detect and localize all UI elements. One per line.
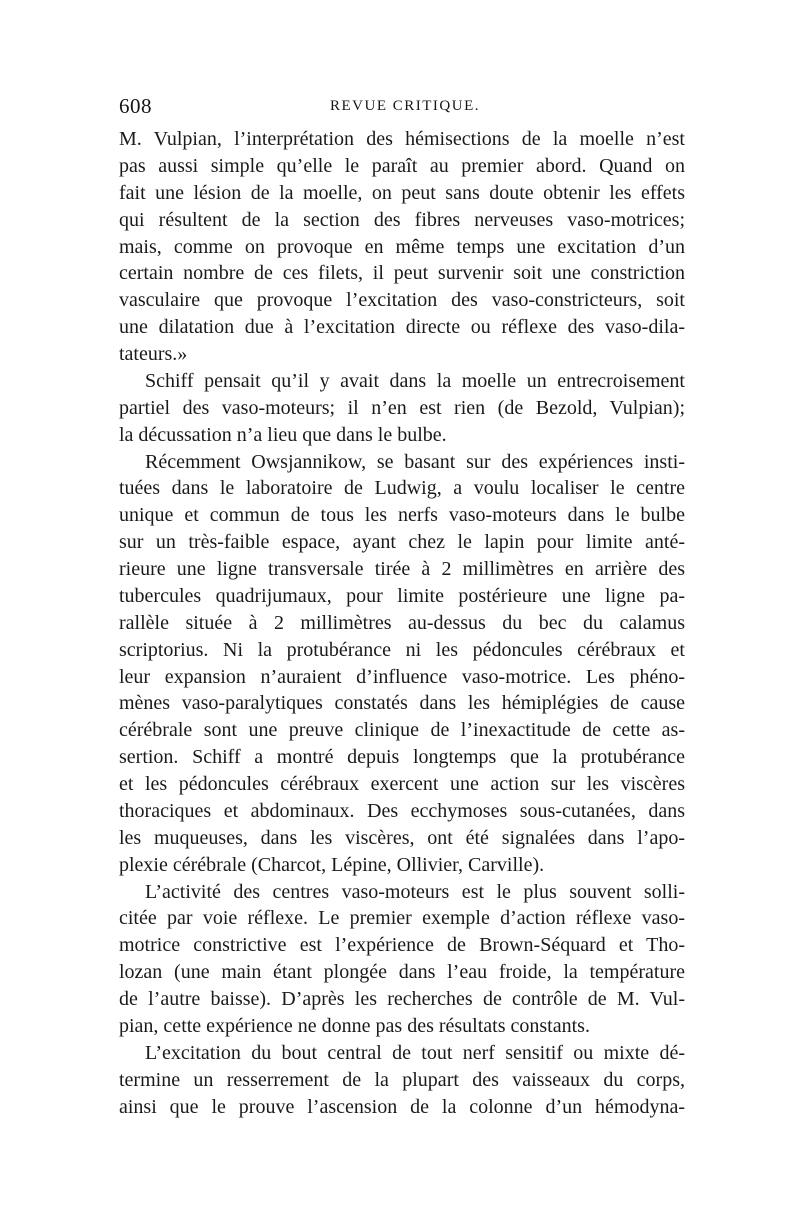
text-line: tuées dans le laboratoire de Ludwig, a voulu localiser le centre bbox=[119, 477, 685, 500]
text-line: unique et commun de tous les nerfs vaso-moteurs dans le bulbe bbox=[119, 504, 685, 527]
text-line: sur un très-faible espace, ayant chez le lapin pour limite anté- bbox=[119, 531, 685, 554]
text-line: rieure une ligne transversale tirée à 2 millimètres en arrière des bbox=[119, 558, 685, 580]
text-line: mais, comme on provoque en même temps une excitation d’un bbox=[119, 235, 685, 258]
text-line: thoraciques et abdominaux. Des ecchymoses sous-cutanées, dans bbox=[119, 799, 685, 822]
text-line: termine un resserrement de la plupart des vaisseaux du corps, bbox=[119, 1068, 685, 1091]
text-line: les muqueuses, dans les viscères, ont été signalées dans l’apo- bbox=[119, 826, 685, 849]
text-line: la décussation n’a lieu que dans le bulbe. bbox=[119, 423, 447, 446]
page-header bbox=[119, 94, 685, 124]
text-line: qui résultent de la section des fibres nerveuses vaso-motrices; bbox=[119, 208, 685, 231]
text-line: vasculaire que provoque l’excitation des vaso-constricteurs, soit bbox=[119, 289, 685, 312]
text-line: et les pédoncules cérébraux exercent une action sur les viscères bbox=[119, 773, 685, 795]
text-line: tubercules quadrijumaux, pour limite postérieure une ligne pa- bbox=[119, 584, 685, 607]
text-line: mènes vaso-paralytiques constatés dans les hémiplégies de cause bbox=[119, 692, 685, 715]
text-line: scriptorius. Ni la protubérance ni les pédoncules cérébraux et bbox=[119, 638, 685, 661]
text-line: tateurs.» bbox=[119, 343, 188, 365]
body-text bbox=[119, 126, 685, 1120]
text-line: citée par voie réflexe. Le premier exemple d’action réflexe vaso- bbox=[119, 907, 685, 930]
page-number: 608 bbox=[119, 94, 152, 118]
text-line: Schiff pensait qu’il y avait dans la moelle un entrecroisement bbox=[145, 369, 685, 392]
text-line: fait une lésion de la moelle, on peut sans doute obtenir les effets bbox=[119, 181, 685, 204]
text-line: lozan (une main étant plongée dans l’eau froide, la température bbox=[119, 961, 685, 984]
text-line: de l’autre baisse). D’après les recherches de contrôle de M. Vul- bbox=[119, 988, 685, 1010]
text-line: Récemment Owsjannikow, se basant sur des expériences insti- bbox=[145, 450, 685, 473]
running-title: REVUE CRITIQUE. bbox=[330, 98, 480, 114]
text-line: M. Vulpian, l’interprétation des hémisections de la moelle n’est bbox=[119, 128, 685, 150]
text-line: sertion. Schiff a montré depuis longtemps que la protubérance bbox=[119, 746, 685, 769]
text-line: rallèle située à 2 millimètres au-dessus du bec du calamus bbox=[119, 611, 685, 634]
text-line: L’activité des centres vaso-moteurs est le plus souvent solli- bbox=[145, 880, 685, 903]
text-line: plexie cérébrale (Charcot, Lépine, Ollivier, Carville). bbox=[119, 853, 545, 876]
text-line: pian, cette expérience ne donne pas des résultats constants. bbox=[119, 1014, 590, 1037]
text-line: certain nombre de ces filets, il peut survenir soit une constriction bbox=[119, 262, 685, 285]
text-line: une dilatation due à l’excitation directe ou réflexe des vaso-dila- bbox=[119, 316, 685, 339]
text-line: pas aussi simple qu’elle le paraît au premier abord. Quand on bbox=[119, 154, 685, 177]
text-line: leur expansion n’auraient d’influence vaso-motrice. Les phéno- bbox=[119, 665, 685, 688]
text-line: cérébrale sont une preuve clinique de l’inexactitude de cette as- bbox=[119, 719, 685, 742]
text-line: L’excitation du bout central de tout nerf sensitif ou mixte dé- bbox=[145, 1041, 685, 1064]
text-line: ainsi que le prouve l’ascension de la colonne d’un hémodyna- bbox=[119, 1095, 685, 1118]
text-line: motrice constrictive est l’expérience de Brown-Séquard et Tho- bbox=[119, 934, 685, 957]
text-line: partiel des vaso-moteurs; il n’en est rien (de Bezold, Vulpian); bbox=[119, 396, 685, 419]
